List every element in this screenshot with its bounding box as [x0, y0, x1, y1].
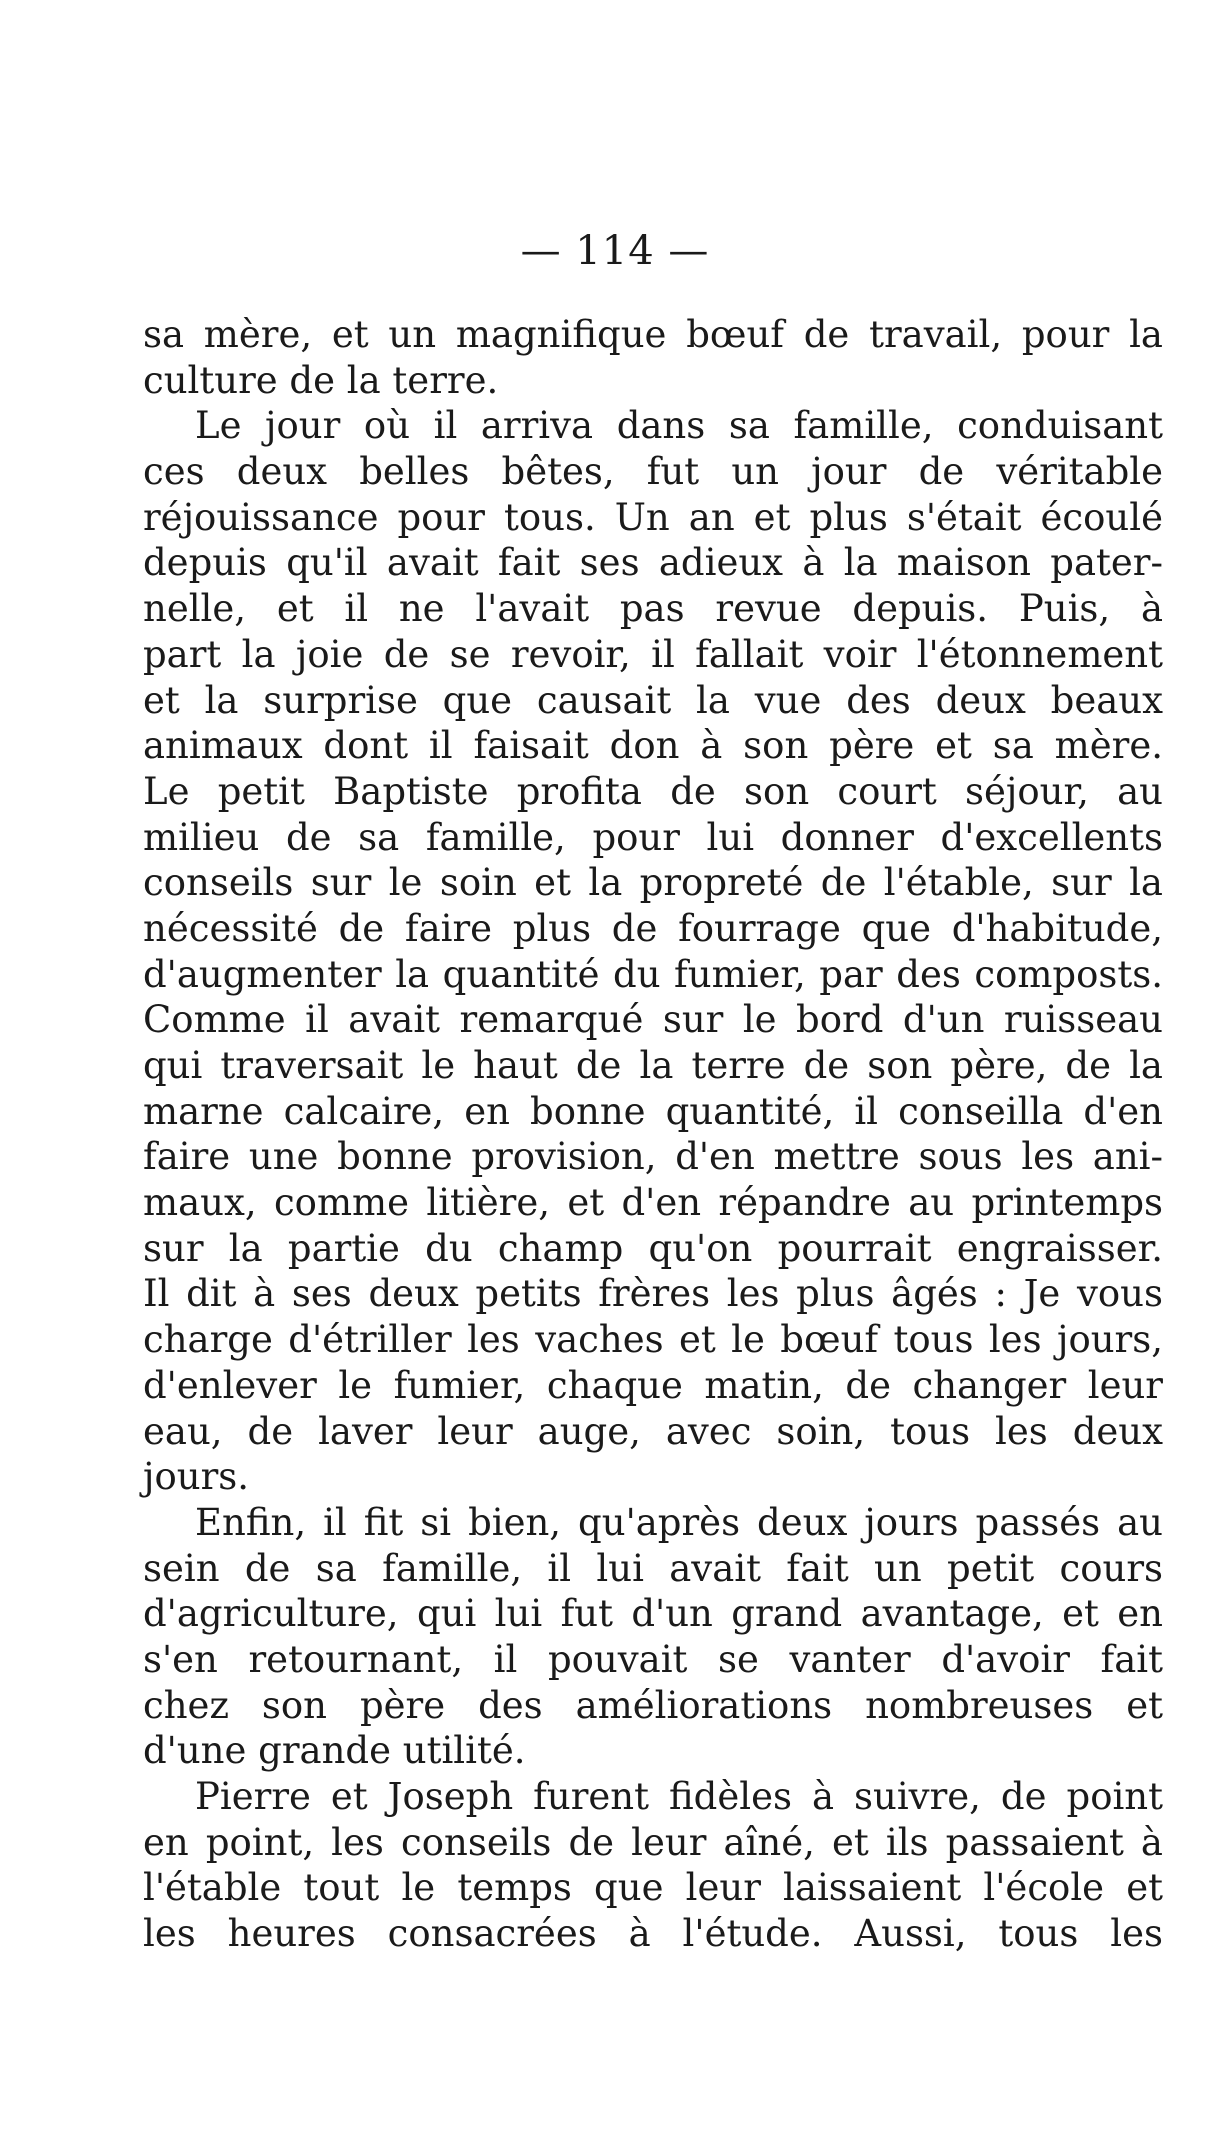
text-line: milieu de sa famille, pour lui donner d'excellents	[143, 815, 1163, 859]
text-line: culture de la terre.	[143, 358, 499, 402]
text-line: depuis qu'il avait fait ses adieux à la maison pater-	[143, 541, 1163, 585]
text-line: eau, de laver leur auge, avec soin, tous les deux	[143, 1409, 1163, 1453]
text-line: s'en retournant, il pouvait se vanter d'avoir fait	[143, 1637, 1163, 1681]
text-line: chez son père des améliorations nombreuses et	[143, 1683, 1163, 1727]
text-line: charge d'étriller les vaches et le bœuf tous les jours,	[143, 1318, 1163, 1362]
text-line: Pierre et Joseph furent fidèles à suivre, de point	[195, 1775, 1163, 1818]
text-line: d'enlever le fumier, chaque matin, de changer leur	[143, 1363, 1163, 1407]
text-line: ces deux belles bêtes, fut un jour de véritable	[143, 450, 1163, 494]
text-line: Comme il avait remarqué sur le bord d'un ruisseau	[143, 998, 1163, 1042]
text-line: Le jour où il arriva dans sa famille, conduisant	[195, 404, 1163, 448]
text-line: en point, les conseils de leur aîné, et ils passaient à	[143, 1820, 1163, 1864]
body-text	[143, 312, 1163, 1957]
text-line: sa mère, et un magnifique bœuf de travail, pour la	[143, 313, 1163, 356]
text-line: Il dit à ses deux petits frères les plus âgés : Je vous	[143, 1272, 1163, 1316]
text-line: part la joie de se revoir, il fallait voir l'étonnement	[143, 632, 1163, 676]
text-line: sein de sa famille, il lui avait fait un petit cours	[143, 1546, 1163, 1590]
text-line: d'agriculture, qui lui fut d'un grand avantage, et en	[143, 1592, 1163, 1636]
text-line: maux, comme litière, et d'en répandre au printemps	[143, 1181, 1163, 1225]
text-line: marne calcaire, en bonne quantité, il conseilla d'en	[143, 1089, 1163, 1133]
text-line: qui traversait le haut de la terre de son père, de la	[143, 1044, 1163, 1087]
text-line: animaux dont il faisait don à son père et sa mère.	[143, 724, 1163, 768]
text-line: nécessité de faire plus de fourrage que d'habitude,	[143, 906, 1163, 950]
text-line: nelle, et il ne l'avait pas revue depuis. Puis, à	[143, 587, 1163, 631]
page-number: — 114 —	[520, 228, 710, 274]
text-line: faire une bonne provision, d'en mettre sous les ani-	[143, 1135, 1163, 1179]
text-line: l'étable tout le temps que leur laissaient l'école et	[143, 1866, 1163, 1910]
text-line: d'augmenter la quantité du fumier, par des composts.	[143, 952, 1163, 996]
text-line: et la surprise que causait la vue des deux beaux	[143, 678, 1163, 722]
text-line: d'une grande utilité.	[143, 1729, 526, 1773]
text-line: sur la partie du champ qu'on pourrait engraisser.	[143, 1226, 1163, 1270]
text-line: Enfin, il fit si bien, qu'après deux jours passés au	[195, 1500, 1163, 1544]
text-line: Le petit Baptiste profita de son court séjour, au	[143, 769, 1163, 813]
text-line: réjouissance pour tous. Un an et plus s'était écoulé	[143, 495, 1163, 539]
text-line: jours.	[143, 1455, 250, 1499]
text-line: conseils sur le soin et la propreté de l'étable, sur la	[143, 861, 1163, 905]
text-line: les heures consacrées à l'étude. Aussi, tous les	[143, 1912, 1163, 1956]
